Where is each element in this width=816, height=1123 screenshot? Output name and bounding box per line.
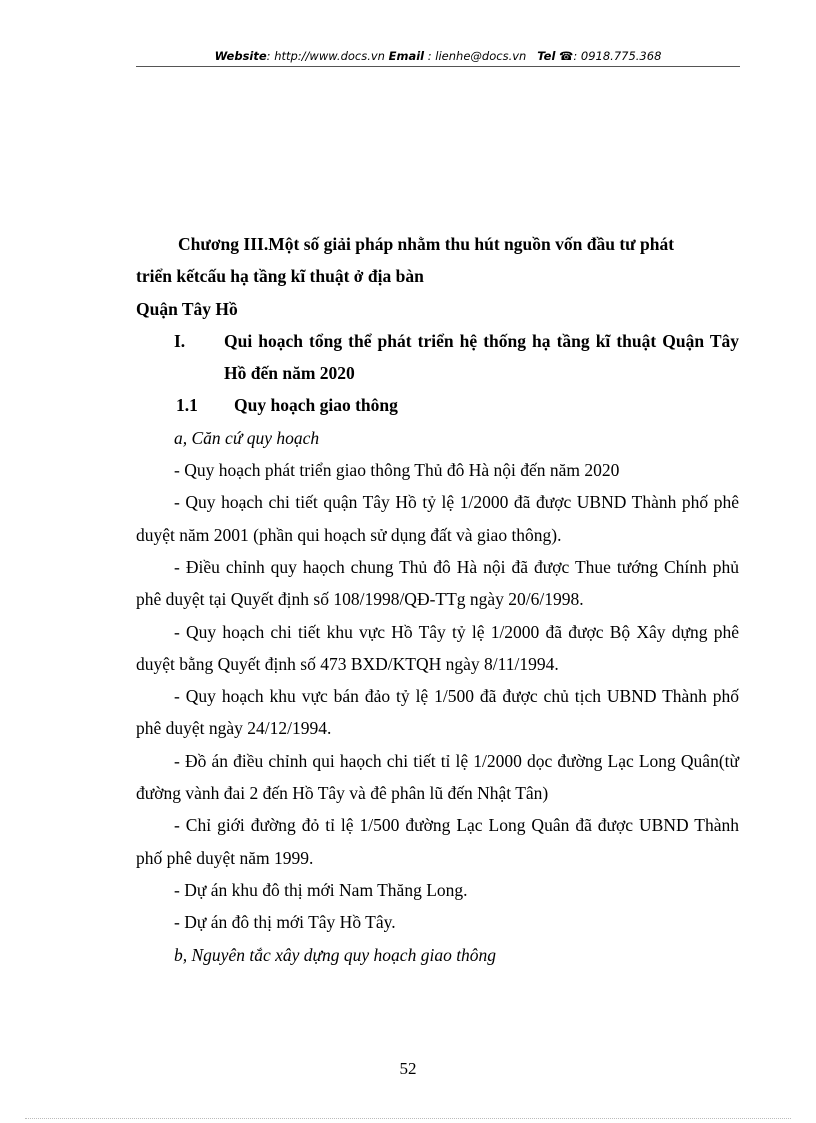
website-value: : http://www.docs.vn [266, 49, 385, 63]
heading-b: b, Nguyên tắc xây dựng quy hoạch giao thông [174, 944, 497, 965]
list-item: - Quy hoạch khu vực bán đảo tỷ lệ 1/500 đã được chủ tịch UBND Thành phố phê duyệt ngày 24/12/1994. [136, 686, 739, 739]
tel-label: Tel [537, 49, 556, 63]
subsection-title: Quy hoạch giao thông [234, 395, 398, 416]
list-item: - Điều chỉnh quy haọch chung Thủ đô Hà nội đã được Thue tướng Chính phủ phê duyệt tại Quyết định số 108/1998/QĐ-TTg ngày 20/6/1998. [136, 556, 739, 610]
list-item: - Quy hoạch phát triển giao thông Thủ đô Hà nội đến năm 2020 [174, 460, 620, 481]
website-label: Website [214, 49, 267, 63]
email-label: Email [388, 49, 425, 63]
list-item: - Quy hoạch chi tiết khu vực Hồ Tây tỷ lệ 1/2000 đã được Bộ Xây dựng phê duyệt bằng Quyết định số 473 BXD/KTQH ngày 8/11/1994. [136, 621, 739, 674]
chapter-title-left: triển kết [136, 266, 200, 287]
email-value: : lienhe@docs.vn [424, 49, 527, 63]
chapter-title-line-1: Chương III.Một số giải pháp nhằm thu hút nguồn vốn đầu tư phát [178, 234, 675, 254]
list-item: - Quy hoạch chi tiết quận Tây Hồ tỷ lệ 1/2000 đã được UBND Thành phố phê duyệt năm 2001 (phần qui hoạch sử dụng đất và giao thông). [136, 492, 739, 545]
section-heading [136, 325, 739, 390]
chapter-title-line-2 [136, 260, 739, 292]
heading-a: a, Căn cứ quy hoạch [174, 427, 320, 448]
subsection-heading [136, 389, 739, 421]
list-item: - Đồ án điều chỉnh qui haọch chi tiết tỉ lệ 1/2000 dọc đường Lạc Long Quân(từ đường vành đai 2 đến Hồ Tây và đê phân lũ đến Nhật Tân) [136, 750, 739, 804]
list-item: - Dự án đô thị mới Tây Hồ Tây. [174, 912, 396, 933]
phone-icon: ☎ [559, 49, 574, 63]
section-title: Qui hoạch tổng thể phát triển hệ thống hạ tầng kĩ thuật Quận Tây Hồ đến năm 2020 [224, 330, 739, 384]
chapter-title-right: cấu hạ tầng kĩ thuật ở địa bàn [199, 266, 424, 287]
page-number: 52 [399, 1059, 417, 1078]
list-item: - Dự án khu đô thị mới Nam Thăng Long. [174, 879, 468, 900]
document-body [136, 228, 739, 971]
chapter-title-line-3: Quận Tây Hồ [136, 298, 238, 319]
header-divider [136, 66, 740, 67]
list-item: - Chỉ giới đường đỏ tỉ lệ 1/500 đường Lạc Long Quân đã được UBND Thành phố phê duyệt năm 1999. [136, 815, 739, 868]
section-number: I. [174, 330, 186, 351]
footer-divider [25, 1118, 791, 1119]
subsection-number: 1.1 [176, 395, 198, 416]
tel-value: : 0918.775.368 [573, 49, 662, 63]
page-header [136, 48, 740, 64]
